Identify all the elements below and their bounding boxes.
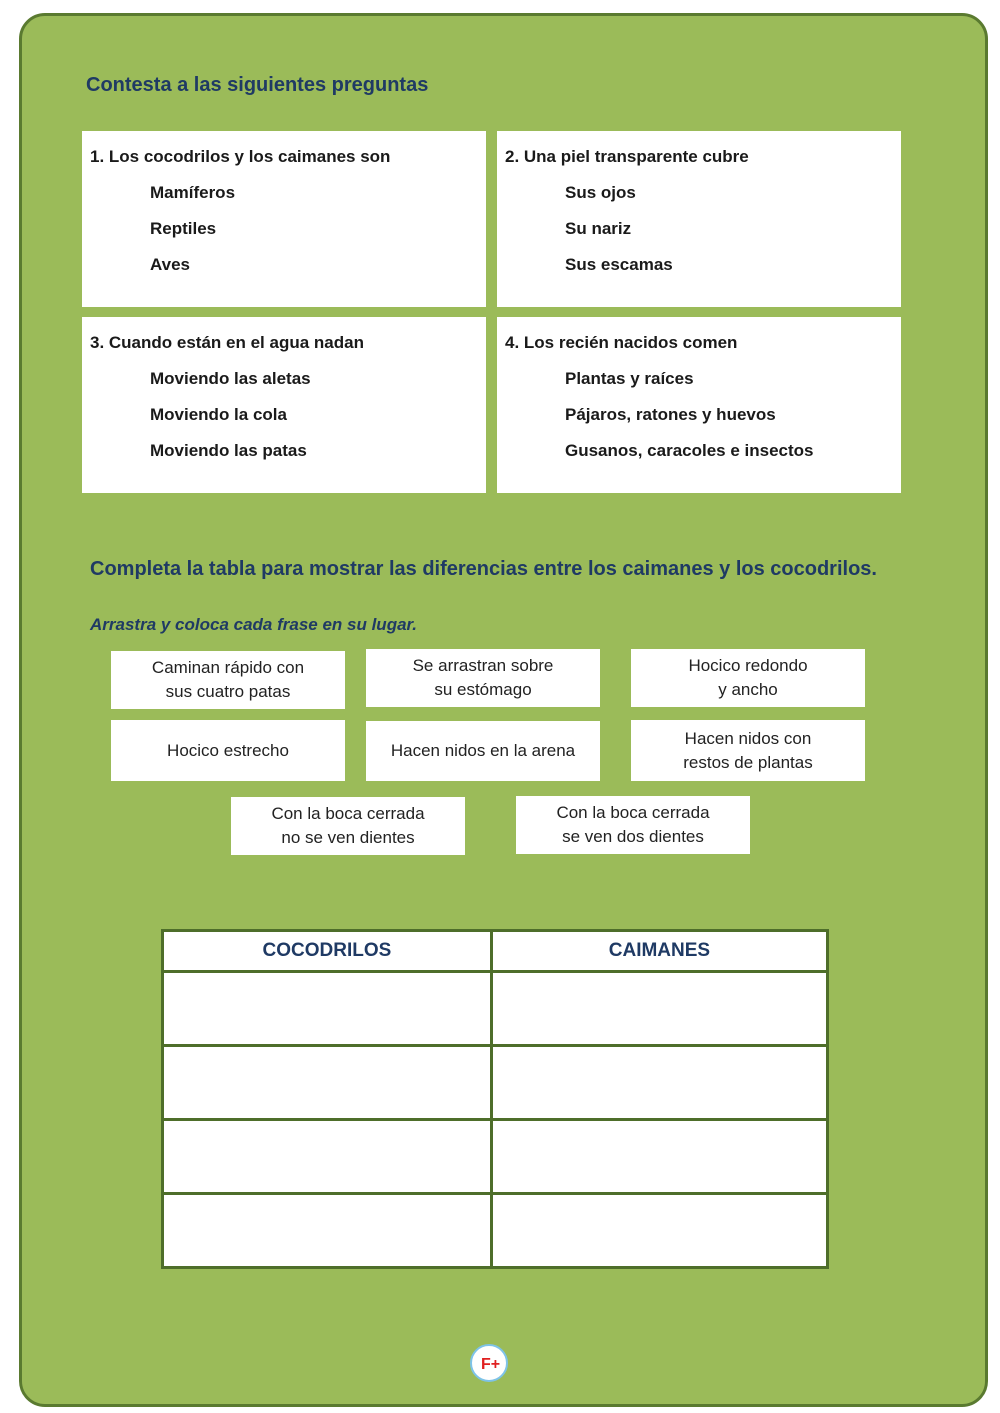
answer-option[interactable]: Moviendo la cola [150, 405, 287, 424]
drop-zone[interactable] [163, 1120, 492, 1194]
drop-zone[interactable] [491, 972, 827, 1046]
answer-option[interactable]: Sus escamas [565, 255, 673, 274]
answer-option[interactable]: Mamíferos [150, 183, 236, 202]
draggable-phrase[interactable]: Caminan rápido con sus cuatro patas [111, 651, 345, 709]
answer-option[interactable]: Moviendo las patas [150, 441, 307, 460]
column-header-caimanes: CAIMANES [491, 931, 827, 972]
question-box-1 [82, 131, 486, 307]
section1-title: Contesta a las siguientes preguntas [86, 74, 429, 96]
question-box-2 [497, 131, 901, 307]
answer-option[interactable]: Pájaros, ratones y huevos [565, 405, 776, 424]
drag-instruction: Arrastra y coloca cada frase en su lugar. [90, 615, 417, 634]
question-text: 4. Los recién nacidos comen [505, 333, 738, 352]
question-text: 1. Los cocodrilos y los caimanes son [90, 147, 391, 166]
drop-zone[interactable] [491, 1120, 827, 1194]
question-box-3 [82, 317, 486, 493]
drop-zone[interactable] [491, 1194, 827, 1268]
drop-zone[interactable] [491, 1046, 827, 1120]
answer-option[interactable]: Gusanos, caracoles e insectos [565, 441, 814, 460]
answer-option[interactable]: Plantas y raíces [565, 369, 694, 388]
draggable-phrase[interactable]: Se arrastran sobre su estómago [366, 649, 600, 707]
answer-option[interactable]: Reptiles [150, 219, 217, 238]
liveworksheets-logo-icon [470, 1344, 508, 1382]
logo-text: F+ [481, 1356, 501, 1373]
question-text: 2. Una piel transparente cubre [505, 147, 749, 166]
section2-title: Completa la tabla para mostrar las diferencias entre los caimanes y los cocodrilos. [90, 558, 877, 580]
answer-option[interactable]: Sus ojos [565, 183, 636, 202]
logo-mark [472, 1346, 506, 1380]
drop-zone[interactable] [163, 972, 492, 1046]
draggable-phrase[interactable]: Con la boca cerrada no se ven dientes [231, 797, 465, 855]
question-box-4 [497, 317, 901, 493]
answer-option[interactable]: Su nariz [565, 219, 632, 238]
column-header-cocodrilos: COCODRILOS [163, 931, 492, 972]
draggable-phrase[interactable]: Con la boca cerrada se ven dos dientes [516, 796, 750, 854]
answer-option[interactable]: Aves [150, 255, 191, 274]
draggable-phrase[interactable]: Hocico estrecho [111, 720, 345, 781]
question-text: 3. Cuando están en el agua nadan [90, 333, 364, 352]
draggable-phrase[interactable]: Hacen nidos con restos de plantas [631, 720, 865, 781]
drop-zone[interactable] [163, 1046, 492, 1120]
draggable-phrase[interactable]: Hacen nidos en la arena [366, 721, 600, 781]
answer-option[interactable]: Moviendo las aletas [150, 369, 311, 388]
comparison-table [161, 929, 829, 1269]
drop-zone[interactable] [163, 1194, 492, 1268]
draggable-phrase[interactable]: Hocico redondo y ancho [631, 649, 865, 707]
